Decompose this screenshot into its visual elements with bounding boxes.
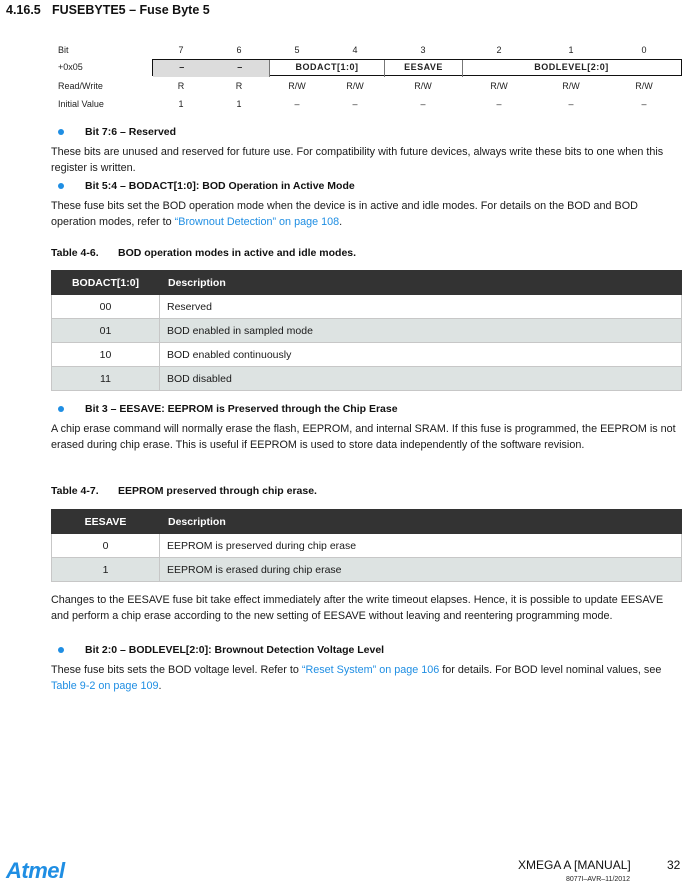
table-header-row	[52, 271, 682, 295]
table46-header-description: Description	[160, 271, 682, 295]
table46-description: BOD enabled in sampled mode	[160, 319, 682, 343]
bit-4: 4	[352, 45, 358, 55]
table47-header-eesave: EESAVE	[52, 510, 160, 534]
table-row	[52, 558, 682, 582]
table47-number: Table 4-7.	[51, 485, 99, 497]
table46-title: BOD operation modes in active and idle modes.	[118, 247, 357, 259]
footer-title: XMEGA A [MANUAL]	[518, 858, 631, 872]
table46-description: BOD disabled	[160, 367, 682, 391]
table47-description: EEPROM is preserved during chip erase	[160, 534, 682, 558]
table46-value: 11	[52, 367, 160, 391]
rw-3: R/W	[414, 81, 432, 91]
init-4: –	[352, 99, 358, 109]
rw-4: R/W	[346, 81, 364, 91]
rw-5: R/W	[288, 81, 306, 91]
bullet-icon	[58, 406, 64, 412]
field-bit6: –	[211, 60, 269, 77]
table46-description: Reserved	[160, 295, 682, 319]
bullet-icon	[58, 129, 64, 135]
bit-0: 0	[641, 45, 647, 55]
init-6: 1	[236, 99, 242, 109]
initial-value-row	[56, 96, 682, 114]
bit-7: 7	[178, 45, 184, 55]
bit54-text-pre: These fuse bits set the BOD operation mode when the device is in active and idle modes. For details on the BOD and BOD operation modes, refer to	[51, 200, 638, 228]
bit76-heading-text: Bit 7:6 – Reserved	[85, 126, 177, 138]
rw-6: R	[235, 81, 243, 91]
init-3: –	[420, 99, 426, 109]
table46-header-bodact: BODACT[1:0]	[52, 271, 160, 295]
init-5: –	[294, 99, 300, 109]
table47-value: 1	[52, 558, 160, 582]
table46	[51, 270, 682, 391]
bit-3: 3	[420, 45, 426, 55]
section-heading: FUSEBYTE5 – Fuse Byte 5	[52, 3, 210, 17]
page-number: 32	[667, 858, 681, 872]
table47-description: EEPROM is erased during chip erase	[160, 558, 682, 582]
bit-2: 2	[496, 45, 502, 55]
init-7: 1	[178, 99, 184, 109]
section-title	[6, 3, 210, 17]
table-header-row	[52, 510, 682, 534]
bit54-heading-text: Bit 5:4 – BODACT[1:0]: BOD Operation in Active Mode	[85, 180, 355, 192]
bit-6: 6	[236, 45, 242, 55]
init-0: –	[641, 99, 647, 109]
bit3-text: A chip erase command will normally erase the flash, EEPROM, and internal SRAM. If this fuse is programmed, the EEPROM is not erased during chip erase. This is useful if EEPROM is used to store data independently of the software revision.	[51, 423, 676, 451]
address-row	[56, 59, 682, 77]
atmel-logo: Atmel	[6, 858, 65, 883]
table46-value: 10	[52, 343, 160, 367]
bit20-heading-text: Bit 2:0 – BODLEVEL[2:0]: Brownout Detection Voltage Level	[85, 644, 385, 656]
table46-description: BOD enabled continuously	[160, 343, 682, 367]
table46-caption	[51, 247, 356, 259]
init-2: –	[496, 99, 502, 109]
bit20-text-mid: for details. For BOD level nominal values, see	[439, 664, 662, 676]
bit3-heading-text: Bit 3 – EESAVE: EEPROM is Preserved through the Chip Erase	[85, 403, 398, 415]
table-row	[52, 343, 682, 367]
field-bit7: –	[153, 60, 211, 77]
register-fields-box	[152, 59, 682, 76]
bullet-icon	[58, 647, 64, 653]
rw-0: R/W	[635, 81, 653, 91]
brownout-detection-link[interactable]: “Brownout Detection” on page 108	[174, 215, 340, 228]
table-row	[52, 295, 682, 319]
readwrite-label: Read/Write	[58, 81, 103, 91]
address-label: +0x05	[58, 62, 83, 72]
bit76-text: These bits are unused and reserved for future use. For compatibility with future devices, always write these bits to one when this register is written.	[51, 146, 664, 174]
field-bodlevel: BODLEVEL[2:0]	[462, 60, 680, 77]
bit-1: 1	[568, 45, 574, 55]
bit20-text-pre: These fuse bits sets the BOD voltage level. Refer to	[51, 664, 302, 676]
init-1: –	[568, 99, 574, 109]
bit20-text	[51, 663, 683, 694]
table46-number: Table 4-6.	[51, 247, 99, 259]
table-row	[52, 534, 682, 558]
rw-2: R/W	[490, 81, 508, 91]
bit-label: Bit	[58, 45, 69, 55]
table-row	[52, 367, 682, 391]
field-eesave: EESAVE	[384, 60, 462, 77]
bit54-text	[51, 199, 683, 230]
bullet-icon	[58, 183, 64, 189]
section-number: 4.16.5	[6, 3, 41, 17]
readwrite-row	[56, 78, 682, 96]
reset-system-link[interactable]: “Reset System” on page 106	[301, 664, 440, 676]
table47-title: EEPROM preserved through chip erase.	[118, 485, 317, 497]
field-bodact: BODACT[1:0]	[269, 60, 384, 77]
table92-link[interactable]: Table 9-2 on page 109	[51, 679, 159, 692]
table47-caption	[51, 485, 317, 497]
table47-header-description: Description	[160, 510, 682, 534]
bit-row	[56, 42, 682, 60]
bit-5: 5	[294, 45, 300, 55]
document-code: 8077I–AVR–11/2012	[566, 876, 630, 883]
table-row	[52, 319, 682, 343]
bit20-text-post: .	[158, 679, 162, 692]
bit54-text-post: .	[339, 215, 343, 228]
table46-value: 01	[52, 319, 160, 343]
rw-7: R	[177, 81, 185, 91]
table47	[51, 509, 682, 582]
rw-1: R/W	[562, 81, 580, 91]
eesave-note: Changes to the EESAVE fuse bit take effect immediately after the write timeout elapses. Hence, it is possible to update EESAVE and perform a chip erase according to the new setting of EESAVE without leaving and reentering programming mode.	[51, 594, 664, 622]
table47-value: 0	[52, 534, 160, 558]
table46-value: 00	[52, 295, 160, 319]
initial-value-label: Initial Value	[58, 99, 104, 109]
